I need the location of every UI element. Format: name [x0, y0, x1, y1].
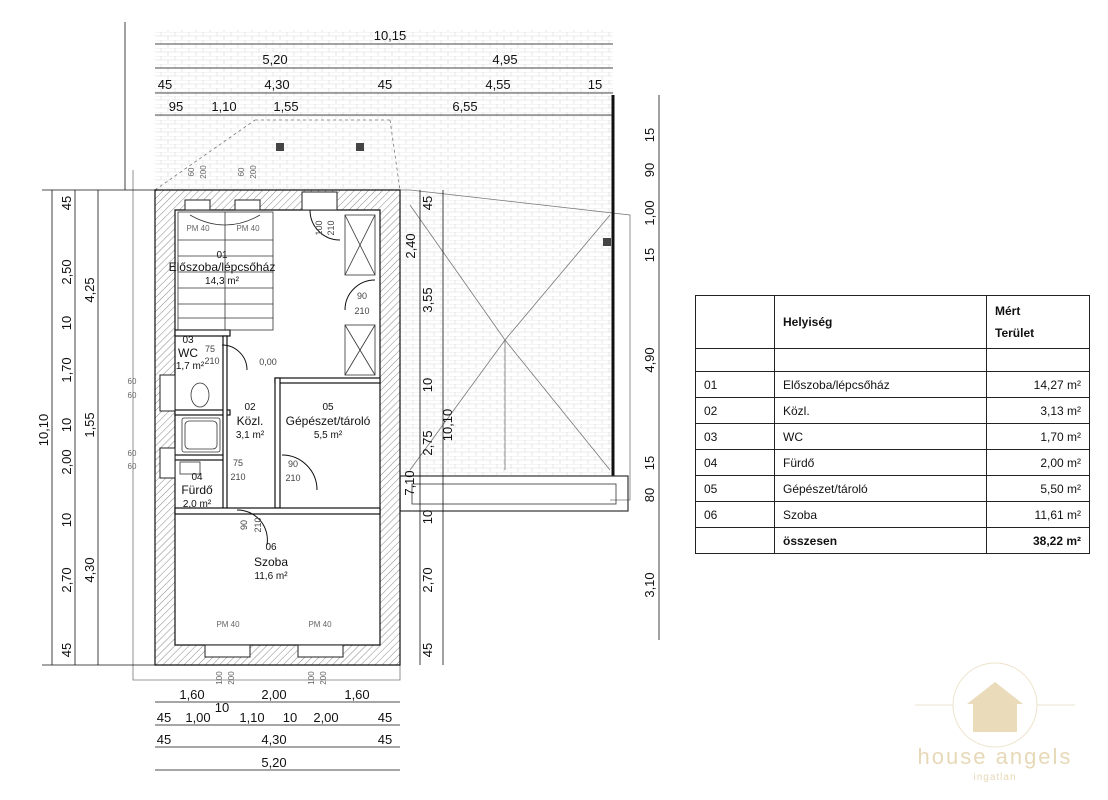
svg-text:1,00: 1,00 [185, 710, 211, 725]
svg-text:15: 15 [642, 127, 657, 143]
svg-text:Előszoba/lépcsőház: Előszoba/lépcsőház [168, 260, 276, 274]
svg-text:1,10: 1,10 [239, 710, 265, 725]
svg-text:210: 210 [253, 517, 263, 533]
header-room: Helyiség [775, 296, 987, 349]
svg-text:200: 200 [249, 165, 258, 179]
svg-text:45: 45 [377, 732, 393, 747]
svg-text:1,7 m²: 1,7 m² [175, 361, 205, 372]
svg-text:10: 10 [59, 417, 74, 433]
svg-text:1,60: 1,60 [179, 687, 205, 702]
svg-text:60: 60 [127, 377, 137, 386]
logo-subtitle: ingatlan [973, 772, 1017, 783]
svg-text:200: 200 [319, 671, 328, 685]
logo-name: house angels [917, 744, 1073, 769]
svg-text:100: 100 [314, 220, 324, 236]
svg-text:4,30: 4,30 [261, 732, 287, 747]
header-area: Mért Terület [987, 296, 1090, 349]
svg-text:03: 03 [182, 335, 194, 346]
svg-text:2,0 m²: 2,0 m² [182, 499, 212, 510]
svg-text:10: 10 [420, 377, 435, 393]
svg-text:11,6 m²: 11,6 m² [254, 571, 288, 582]
table-row: 01 Előszoba/lépcsőház 14,27 m² [696, 372, 1090, 398]
svg-text:200: 200 [199, 165, 208, 179]
svg-text:1,55: 1,55 [82, 412, 97, 438]
svg-text:60: 60 [187, 167, 196, 177]
svg-text:2,40: 2,40 [403, 233, 418, 259]
svg-text:90: 90 [642, 162, 657, 178]
table-total-row: összesen 38,22 m² [696, 528, 1090, 554]
svg-text:75: 75 [204, 344, 216, 354]
house-angels-logo [895, 660, 1095, 790]
svg-text:15: 15 [587, 77, 603, 92]
svg-text:1,55: 1,55 [273, 99, 299, 114]
svg-text:Szoba: Szoba [253, 555, 289, 569]
svg-text:210: 210 [326, 220, 336, 236]
svg-text:45: 45 [59, 642, 74, 658]
svg-text:3,1 m²: 3,1 m² [235, 430, 265, 441]
svg-text:210: 210 [204, 356, 220, 366]
dimension-text-right [642, 128, 657, 598]
svg-text:45: 45 [377, 710, 393, 725]
svg-text:10,10: 10,10 [440, 408, 455, 442]
svg-text:4,90: 4,90 [642, 347, 657, 373]
svg-text:2,70: 2,70 [59, 567, 74, 593]
table-row: 03 WC 1,70 m² [696, 424, 1090, 450]
svg-text:80: 80 [642, 487, 657, 503]
svg-text:1,10: 1,10 [211, 99, 237, 114]
svg-text:10: 10 [59, 512, 74, 528]
svg-text:1,60: 1,60 [344, 687, 370, 702]
svg-text:04: 04 [191, 472, 203, 483]
svg-text:5,5 m²: 5,5 m² [313, 430, 343, 441]
svg-text:1,00: 1,00 [642, 200, 657, 226]
svg-text:WC: WC [178, 346, 198, 360]
svg-text:200: 200 [227, 671, 236, 685]
svg-text:10: 10 [420, 509, 435, 525]
svg-text:75: 75 [232, 458, 244, 468]
svg-text:90: 90 [356, 291, 368, 301]
svg-text:1,70: 1,70 [59, 357, 74, 383]
table-header-row [696, 296, 1090, 349]
svg-text:3,10: 3,10 [642, 572, 657, 598]
svg-text:5,20: 5,20 [262, 52, 288, 67]
svg-text:3,55: 3,55 [420, 287, 435, 313]
table-row: 06 Szoba 11,61 m² [696, 502, 1090, 528]
svg-text:45: 45 [156, 710, 172, 725]
svg-text:45: 45 [377, 77, 393, 92]
dimension-text-bottom [157, 687, 392, 770]
svg-text:210: 210 [285, 473, 301, 483]
svg-text:0,00: 0,00 [259, 357, 277, 367]
svg-text:45: 45 [59, 195, 74, 211]
svg-text:2,75: 2,75 [420, 430, 435, 456]
svg-text:60: 60 [237, 167, 246, 177]
svg-text:15: 15 [642, 247, 657, 263]
svg-text:4,55: 4,55 [485, 77, 511, 92]
svg-text:05: 05 [322, 402, 334, 413]
svg-text:6,55: 6,55 [452, 99, 478, 114]
svg-text:PM 40: PM 40 [186, 224, 210, 233]
svg-text:210: 210 [354, 306, 370, 316]
svg-text:100: 100 [215, 671, 224, 685]
svg-text:10,15: 10,15 [373, 28, 407, 43]
svg-text:4,25: 4,25 [82, 277, 97, 303]
svg-text:06: 06 [265, 542, 277, 553]
svg-text:2,00: 2,00 [261, 687, 287, 702]
svg-text:14,3 m²: 14,3 m² [205, 276, 239, 287]
svg-text:PM 40: PM 40 [216, 620, 240, 629]
svg-text:210: 210 [230, 472, 246, 482]
svg-text:90: 90 [287, 459, 299, 469]
svg-text:PM 40: PM 40 [308, 620, 332, 629]
house-icon [895, 660, 1095, 750]
svg-text:60: 60 [127, 462, 137, 471]
terrace-ledge [400, 476, 628, 511]
svg-text:Fürdő: Fürdő [181, 483, 213, 497]
svg-text:45: 45 [157, 77, 173, 92]
table-row: 04 Fürdő 2,00 m² [696, 450, 1090, 476]
svg-text:01: 01 [216, 250, 228, 261]
svg-text:10: 10 [214, 700, 230, 715]
table-row: 05 Gépészet/tároló 5,50 m² [696, 476, 1090, 502]
room-area-table [695, 295, 1090, 554]
svg-text:15: 15 [642, 455, 657, 471]
svg-text:4,30: 4,30 [264, 77, 290, 92]
svg-text:2,00: 2,00 [59, 449, 74, 475]
svg-text:5,20: 5,20 [261, 755, 287, 770]
svg-text:45: 45 [156, 732, 172, 747]
svg-text:60: 60 [127, 391, 137, 400]
svg-text:4,95: 4,95 [492, 52, 518, 67]
dimension-text-left [36, 196, 97, 657]
svg-text:2,00: 2,00 [313, 710, 339, 725]
table-row: 02 Közl. 3,13 m² [696, 398, 1090, 424]
svg-text:Közl.: Közl. [236, 414, 264, 428]
svg-text:PM 40: PM 40 [236, 224, 260, 233]
svg-text:45: 45 [420, 195, 435, 211]
svg-text:Gépészet/tároló: Gépészet/tároló [285, 414, 371, 428]
svg-text:2,50: 2,50 [59, 259, 74, 285]
svg-text:90: 90 [239, 519, 249, 531]
svg-text:95: 95 [168, 99, 184, 114]
room-labels [169, 250, 371, 582]
svg-text:45: 45 [420, 642, 435, 658]
svg-text:60: 60 [127, 449, 137, 458]
svg-text:100: 100 [307, 671, 316, 685]
svg-text:4,30: 4,30 [82, 557, 97, 583]
svg-text:02: 02 [244, 402, 256, 413]
svg-text:10,10: 10,10 [36, 413, 51, 447]
svg-text:10: 10 [59, 315, 74, 331]
svg-text:7,10: 7,10 [402, 470, 417, 496]
svg-text:2,70: 2,70 [420, 567, 435, 593]
svg-text:10: 10 [282, 710, 298, 725]
